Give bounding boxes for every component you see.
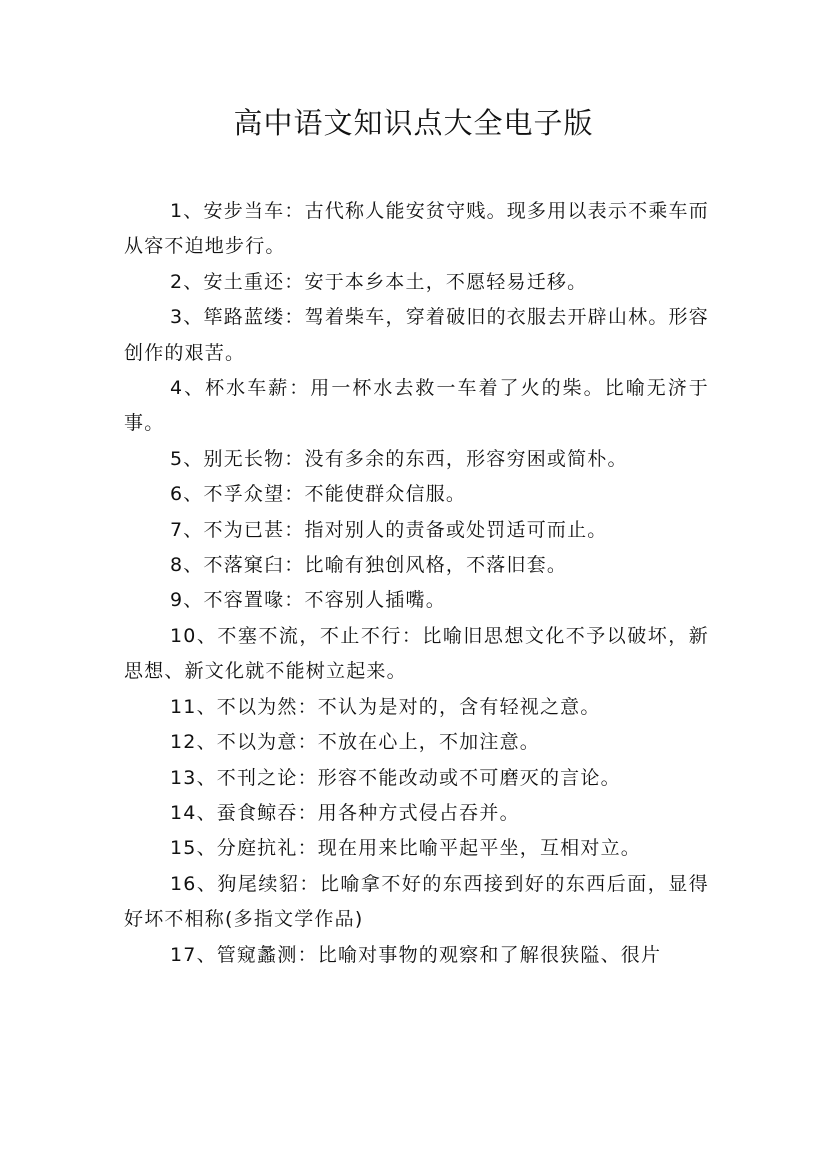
entry-number: 3、 [170, 306, 204, 329]
entry-number: 1、 [170, 200, 204, 222]
entry-number: 16、 [170, 872, 218, 895]
list-item [124, 300, 709, 371]
entry-number: 2、 [170, 270, 204, 293]
list-item [124, 761, 709, 796]
entry-text: 不以为然：不认为是对的，含有轻视之意。 [216, 695, 601, 718]
list-item [124, 194, 709, 265]
entry-number: 7、 [170, 518, 204, 541]
entry-number: 5、 [170, 447, 204, 470]
list-item [124, 867, 709, 938]
entry-text: 安步当车：古代称人能安贫守贱。现多用以表示不乘车而从容不迫地步行。 [124, 200, 709, 258]
entry-text: 不为已甚：指对别人的责备或处罚适可而止。 [203, 518, 608, 541]
entry-text: 不容置喙：不容别人插嘴。 [203, 589, 446, 612]
entry-text: 筚路蓝缕：驾着柴车，穿着破旧的衣服去开辟山林。形容创作的艰苦。 [124, 306, 709, 364]
page-title: 高中语文知识点大全电子版 [233, 106, 594, 140]
entry-number: 11、 [170, 695, 217, 718]
list-item [124, 477, 709, 512]
entry-text: 蚕食鲸吞：用各种方式侵占吞并。 [216, 801, 520, 824]
entry-number: 17、 [170, 943, 217, 966]
entry-number: 6、 [170, 483, 204, 506]
list-item [124, 831, 709, 866]
entry-text: 管窥蠡测：比喻对事物的观察和了解很狭隘、很片 [216, 943, 662, 966]
entry-text: 不以为意：不放在心上，不加注意。 [216, 731, 540, 754]
entry-number: 14、 [170, 801, 217, 824]
entry-text: 不孚众望：不能使群众信服。 [203, 483, 467, 506]
entry-text: 杯水车薪：用一杯水去救一车着了火的柴。比喻无济于事。 [124, 377, 709, 435]
entry-text: 不落窠臼：比喻有独创风格，不落旧套。 [203, 554, 568, 577]
list-item [124, 513, 709, 548]
entry-number: 15、 [170, 837, 217, 860]
entry-number: 9、 [170, 589, 204, 612]
entry-text: 狗尾续貂：比喻拿不好的东西接到好的东西后面，显得好坏不相称(多指文学作品) [124, 872, 709, 931]
list-item [124, 796, 709, 831]
list-item [124, 690, 709, 725]
entry-text: 不刊之论：形容不能改动或不可磨灭的言论。 [216, 766, 621, 789]
entry-text: 分庭抗礼：现在用来比喻平起平坐，互相对立。 [216, 837, 641, 860]
entry-text: 别无长物：没有多余的东西，形容穷困或简朴。 [203, 447, 628, 470]
entry-number: 13、 [170, 766, 217, 789]
list-item [124, 371, 709, 442]
list-item [124, 938, 709, 973]
entry-number: 8、 [170, 554, 204, 577]
list-item [124, 583, 709, 618]
entry-text: 安土重还：安于本乡本土，不愿轻易迁移。 [203, 270, 588, 293]
entry-list [124, 194, 709, 973]
list-item [124, 619, 709, 690]
list-item [124, 265, 709, 300]
entry-number: 10、 [170, 624, 218, 647]
list-item [124, 548, 709, 583]
list-item [124, 442, 709, 477]
entry-text: 不塞不流，不止不行：比喻旧思想文化不予以破坏，新思想、新文化就不能树立起来。 [124, 624, 709, 683]
list-item [124, 725, 709, 760]
entry-number: 4、 [170, 377, 206, 400]
entry-number: 12、 [170, 731, 217, 754]
